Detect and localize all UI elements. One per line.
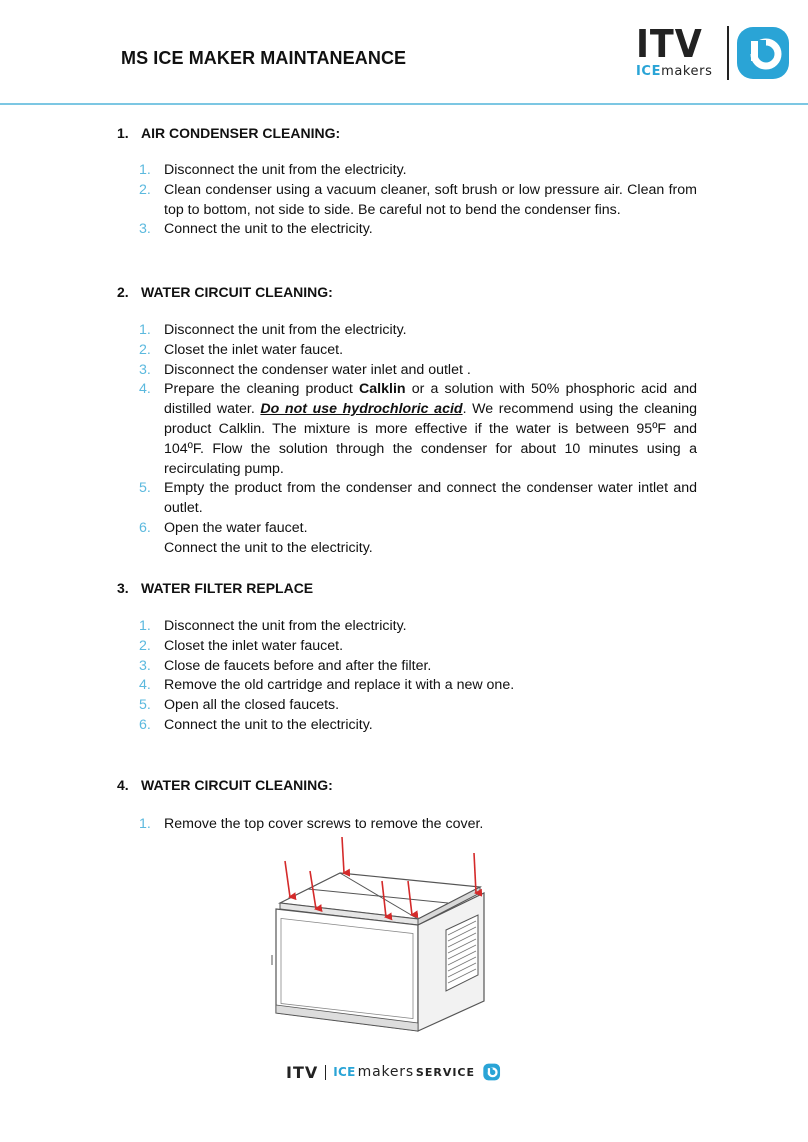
footer-brand: ITV: [286, 1062, 319, 1082]
list-item: 5. Empty the product from the condenser and connect the condenser water intlet and outlet.: [139, 480, 697, 517]
section-water-filter: [117, 580, 697, 736]
section-heading: 3. WATER FILTER REPLACE: [117, 580, 314, 596]
ice-maker-cover-diagram: [268, 835, 500, 1035]
footer-divider: [325, 1065, 326, 1080]
list-item: 3. Close de faucets before and after the filter.: [139, 657, 432, 674]
step-list: [117, 815, 697, 835]
list-item: 2. Clean condenser using a vacuum cleaner, soft brush or low pressure air. Clean from top to bottom, not side to side. Be careful not to bend the condenser fins.: [139, 181, 697, 218]
header-divider: [0, 103, 808, 105]
screw-arrow-icon: [285, 861, 290, 897]
list-item: 3. Connect the unit to the electricity.: [139, 221, 373, 238]
section-heading: 2. WATER CIRCUIT CLEANING:: [117, 284, 333, 300]
footer-makers: makers: [357, 1064, 414, 1080]
page-title: MS ICE MAKER MAINTANEANCE: [121, 48, 407, 68]
acid-warning: Do not use hydrochloric acid: [260, 401, 463, 418]
step-list: [117, 617, 697, 736]
section-water-circuit-2: [117, 777, 697, 835]
list-item: 2. Closet the inlet water faucet.: [139, 637, 344, 654]
section-heading: 1. AIR CONDENSER CLEANING:: [117, 125, 341, 141]
logo-makers: makers: [661, 64, 713, 79]
logo-tagline: [636, 64, 712, 79]
list-item: 1. Disconnect the unit from the electricity.: [139, 322, 407, 338]
footer-logo: [286, 1061, 501, 1083]
step-list: [117, 321, 697, 539]
list-item: 6. Connect the unit to the electricity.: [139, 716, 373, 733]
step-continuation: Connect the unit to the electricity.: [164, 539, 373, 556]
list-item: 6. Open the water faucet.: [139, 519, 308, 536]
list-item: 1. Remove the top cover screws to remove the cover.: [139, 816, 484, 832]
product-name: Calklin: [359, 381, 406, 398]
list-item: 5. Open all the closed faucets.: [139, 697, 340, 714]
list-item: 4. Prepare the cleaning product Calklin or a solution with 50% phosphoric acid and distilled water. Do not use hydrochloric acid. We recommend using the cleaning product Calklin. The mixture is more effective if the water is between 95ºF and 104ºF. Flow the solution through the condenser for about 10 minutes using a recirculating pump.: [139, 381, 698, 477]
list-item: 4. Remove the old cartridge and replace it with a new one.: [139, 677, 515, 694]
itv-mark-icon: [736, 26, 792, 80]
list-item: 1. Disconnect the unit from the electricity.: [139, 618, 407, 634]
screw-arrow-icon: [342, 837, 344, 873]
logo-divider: [727, 26, 729, 80]
list-item: 2. Closet the inlet water faucet.: [139, 341, 344, 358]
step-list: [117, 161, 697, 240]
section-water-circuit: [117, 284, 697, 559]
logo-brand: ITV: [636, 22, 703, 66]
list-item: 3. Disconnect the condenser water inlet and outlet .: [139, 361, 471, 378]
section-heading: 4. WATER CIRCUIT CLEANING:: [117, 777, 333, 793]
list-item: 1. Disconnect the unit from the electricity.: [139, 162, 407, 178]
itv-mark-icon: [483, 1063, 501, 1081]
section-air-condenser: [117, 125, 697, 240]
footer-service: SERVICE: [415, 1065, 476, 1079]
itv-logo: [634, 22, 794, 84]
footer-ice: ICE: [333, 1065, 356, 1079]
logo-ice: ICE: [636, 64, 662, 79]
